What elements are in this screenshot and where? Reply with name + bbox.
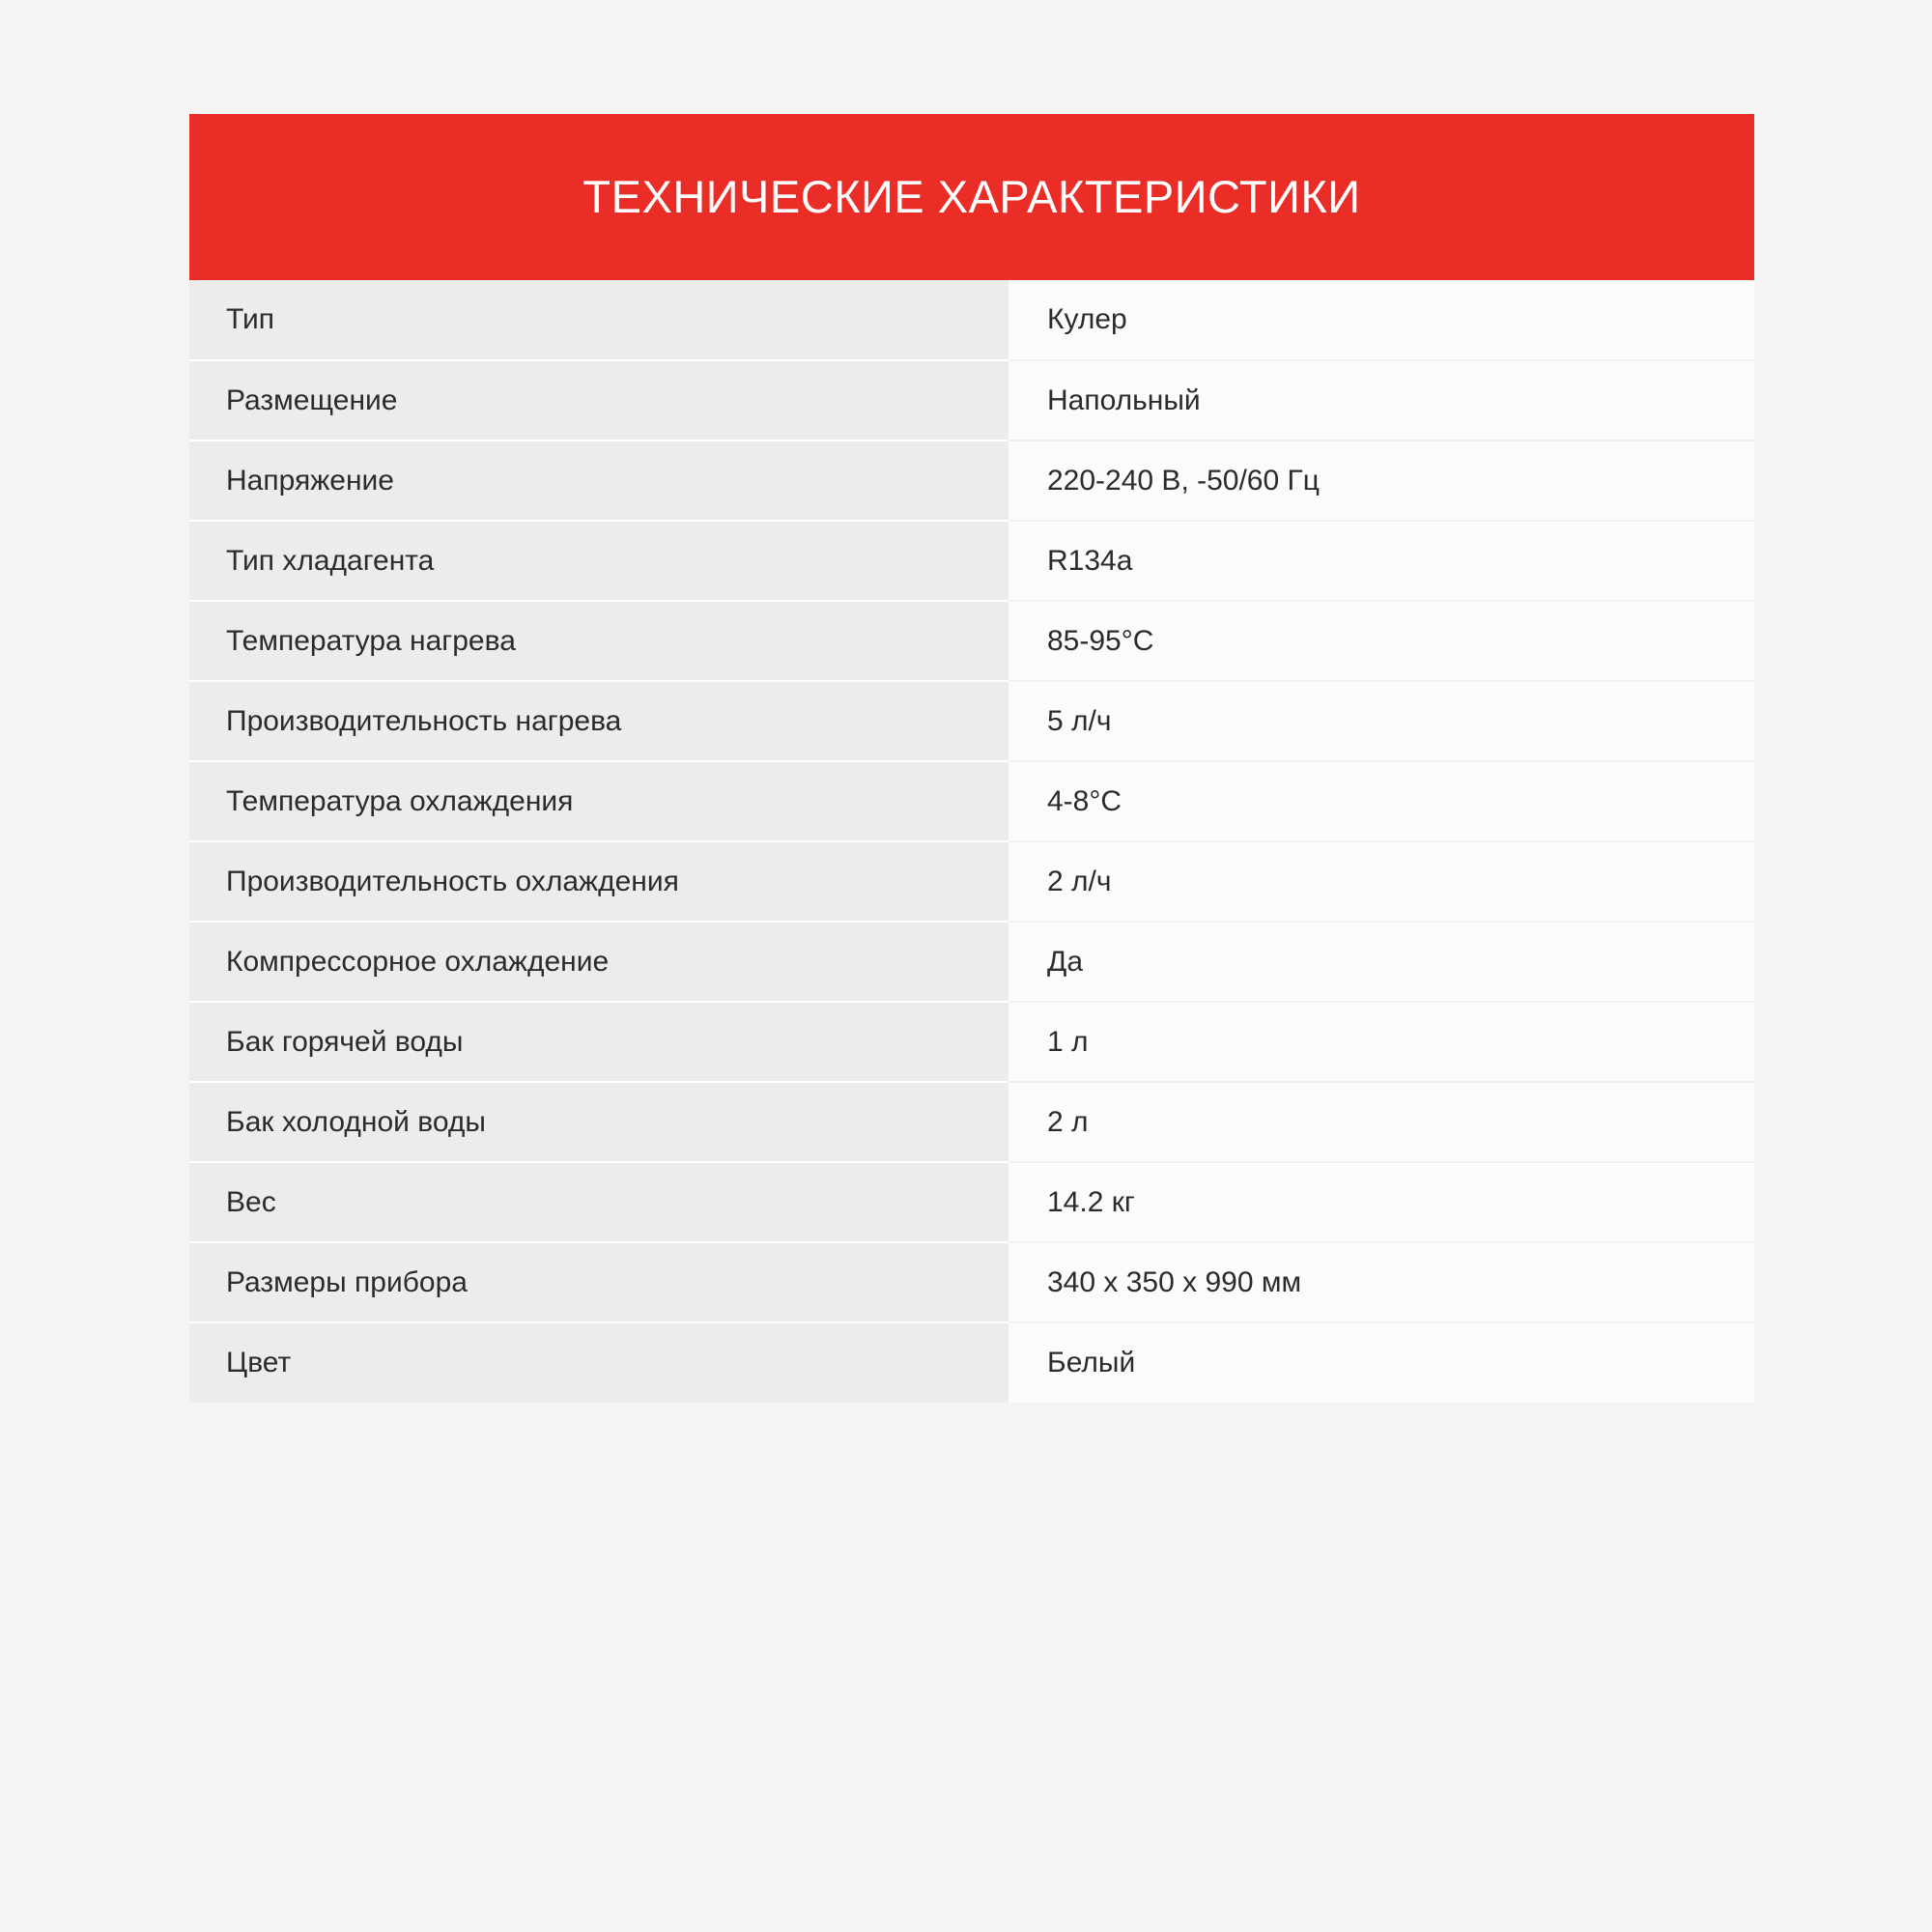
spec-value: R134a [1009,521,1754,601]
spec-value: 5 л/ч [1009,681,1754,761]
spec-value: 85-95°C [1009,601,1754,681]
specifications-table [189,280,1754,1403]
spec-value: Напольный [1009,360,1754,440]
spec-label: Производительность охлаждения [189,841,1009,922]
spec-value: 220-240 В, -50/60 Гц [1009,440,1754,521]
spec-value: Да [1009,922,1754,1002]
spec-label: Размещение [189,360,1009,440]
table-row [189,360,1754,440]
spec-label: Напряжение [189,440,1009,521]
table-row [189,1242,1754,1322]
specifications-sheet [189,114,1754,1403]
spec-label: Цвет [189,1322,1009,1403]
page-title: ТЕХНИЧЕСКИЕ ХАРАКТЕРИСТИКИ [582,171,1361,223]
table-row [189,521,1754,601]
spec-value: 4-8°C [1009,761,1754,841]
spec-label: Компрессорное охлаждение [189,922,1009,1002]
table-row [189,681,1754,761]
spec-label: Бак холодной воды [189,1082,1009,1162]
table-row [189,1162,1754,1242]
spec-value: 2 л [1009,1082,1754,1162]
table-row [189,1002,1754,1082]
spec-value: Белый [1009,1322,1754,1403]
spec-value: 340 x 350 x 990 мм [1009,1242,1754,1322]
table-row [189,841,1754,922]
specifications-header [189,114,1754,280]
table-row [189,440,1754,521]
table-row [189,1322,1754,1403]
spec-label: Производительность нагрева [189,681,1009,761]
spec-value: Кулер [1009,280,1754,360]
spec-label: Тип хладагента [189,521,1009,601]
spec-value: 2 л/ч [1009,841,1754,922]
spec-label: Вес [189,1162,1009,1242]
spec-value: 1 л [1009,1002,1754,1082]
table-row [189,922,1754,1002]
table-row [189,280,1754,360]
table-row [189,601,1754,681]
spec-label: Температура нагрева [189,601,1009,681]
spec-label: Бак горячей воды [189,1002,1009,1082]
specifications-table-body [189,280,1754,1403]
spec-label: Размеры прибора [189,1242,1009,1322]
table-row [189,1082,1754,1162]
spec-label: Тип [189,280,1009,360]
spec-label: Температура охлаждения [189,761,1009,841]
spec-value: 14.2 кг [1009,1162,1754,1242]
table-row [189,761,1754,841]
